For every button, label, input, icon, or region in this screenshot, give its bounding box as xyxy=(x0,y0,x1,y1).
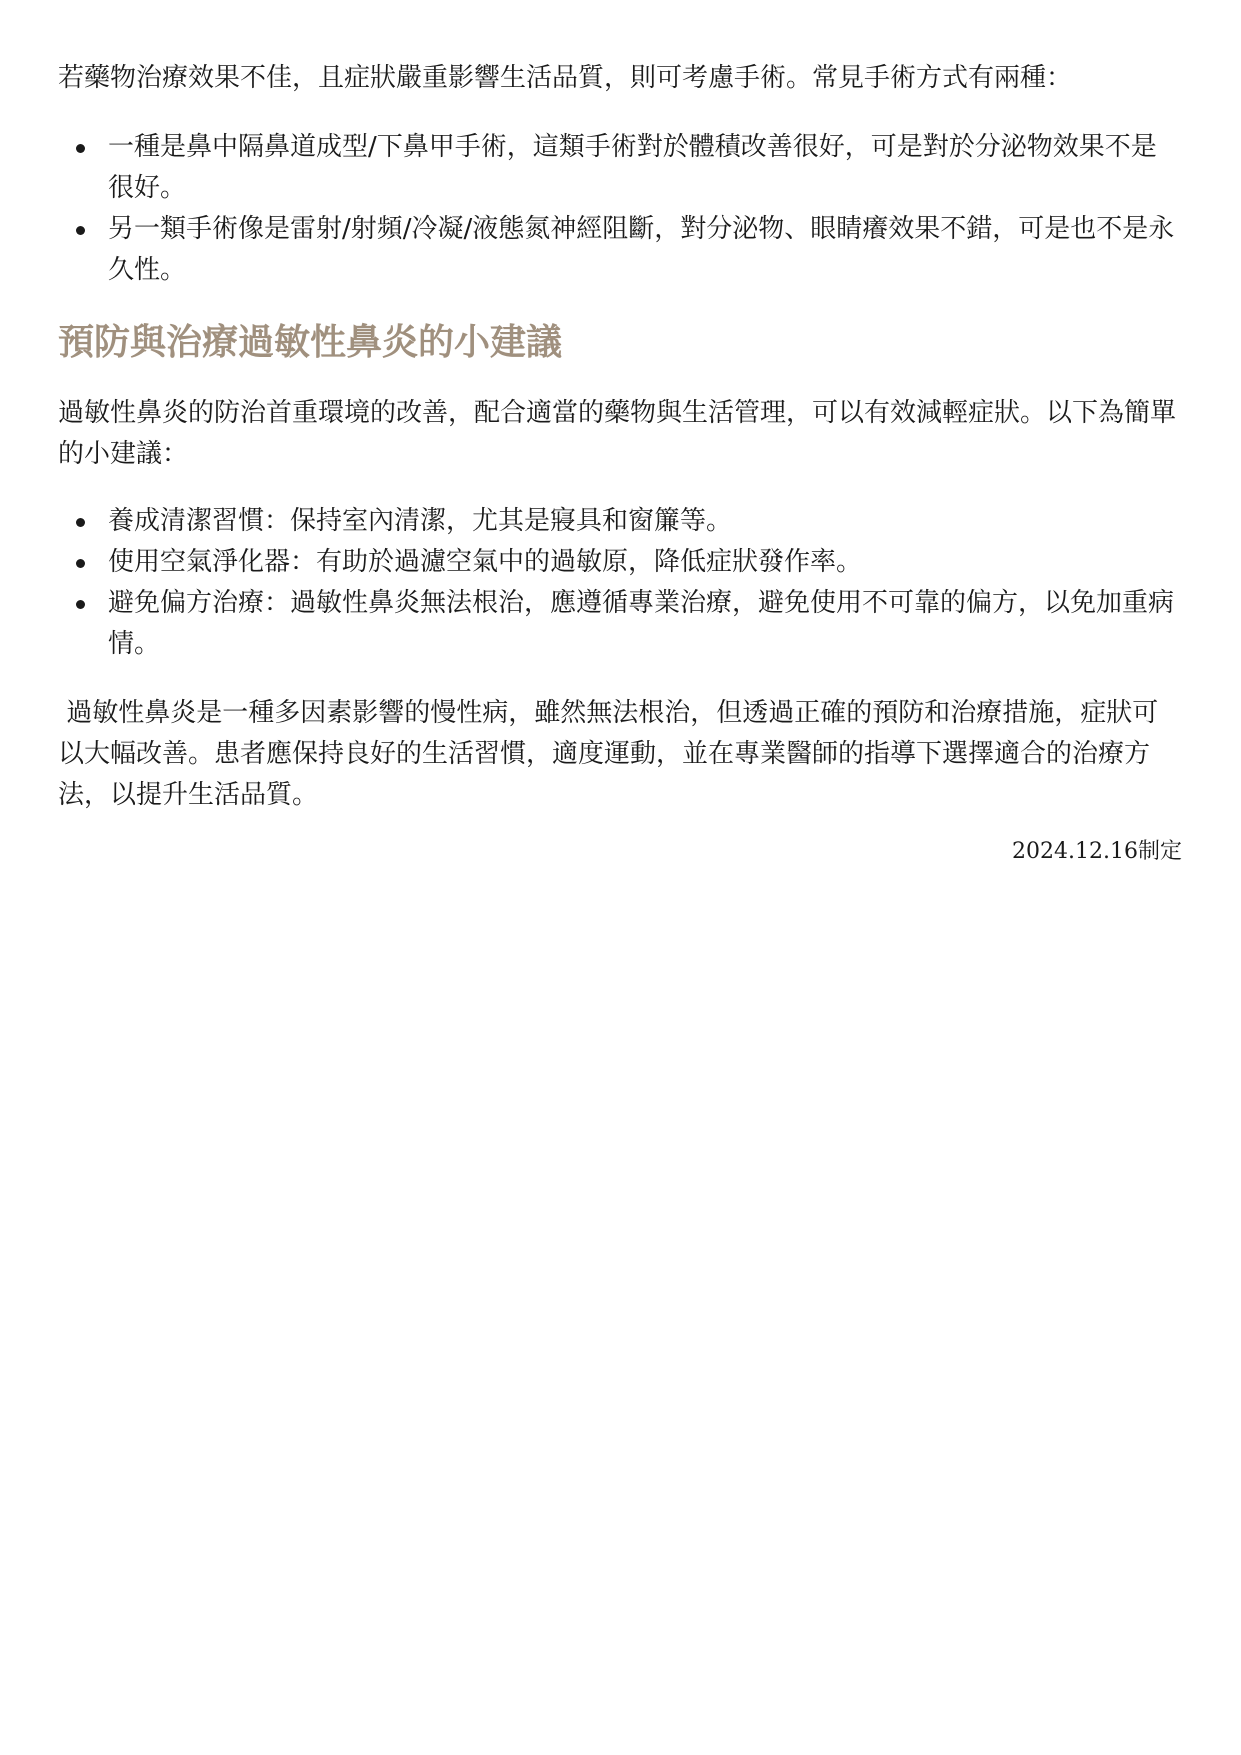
prevention-intro-paragraph: 過敏性鼻炎的防治首重環境的改善，配合適當的藥物與生活管理，可以有效減輕症狀。以下為簡單的小建議： xyxy=(58,398,1177,469)
list-item: 另一類手術像是雷射/射頻/冷凝/液態氮神經阻斷，對分泌物、眼睛癢效果不錯，可是也不是永久性。 xyxy=(58,209,1182,291)
document-page xyxy=(58,58,1182,870)
section-heading-prevention: 預防與治療過敏性鼻炎的小建議 xyxy=(58,322,563,363)
list-item: 養成清潔習慣：保持室內清潔，尤其是寢具和窗簾等。 xyxy=(58,501,1182,542)
prevention-tips-list xyxy=(58,501,1182,665)
summary-paragraph: 過敏性鼻炎是一種多因素影響的慢性病，雖然無法根治，但透過正確的預防和治療措施，症狀可以大幅改善。患者應保持良好的生活習慣，適度運動，並在專業醫師的指導下選擇適合的治療方法，以提升生活品質。 xyxy=(58,698,1159,810)
surgery-options-list xyxy=(58,127,1182,291)
list-item: 使用空氣淨化器：有助於過濾空氣中的過敏原，降低症狀發作率。 xyxy=(58,542,1182,583)
list-item: 避免偏方治療：過敏性鼻炎無法根治，應遵循專業治療，避免使用不可靠的偏方，以免加重病情。 xyxy=(58,583,1182,665)
surgery-intro-paragraph: 若藥物治療效果不佳，且症狀嚴重影響生活品質，則可考慮手術。常見手術方式有兩種： xyxy=(58,63,1073,93)
list-item: 一種是鼻中隔鼻道成型/下鼻甲手術，這類手術對於體積改善很好，可是對於分泌物效果不是很好。 xyxy=(58,127,1182,209)
issue-date: 2024.12.16制定 xyxy=(1012,839,1182,864)
